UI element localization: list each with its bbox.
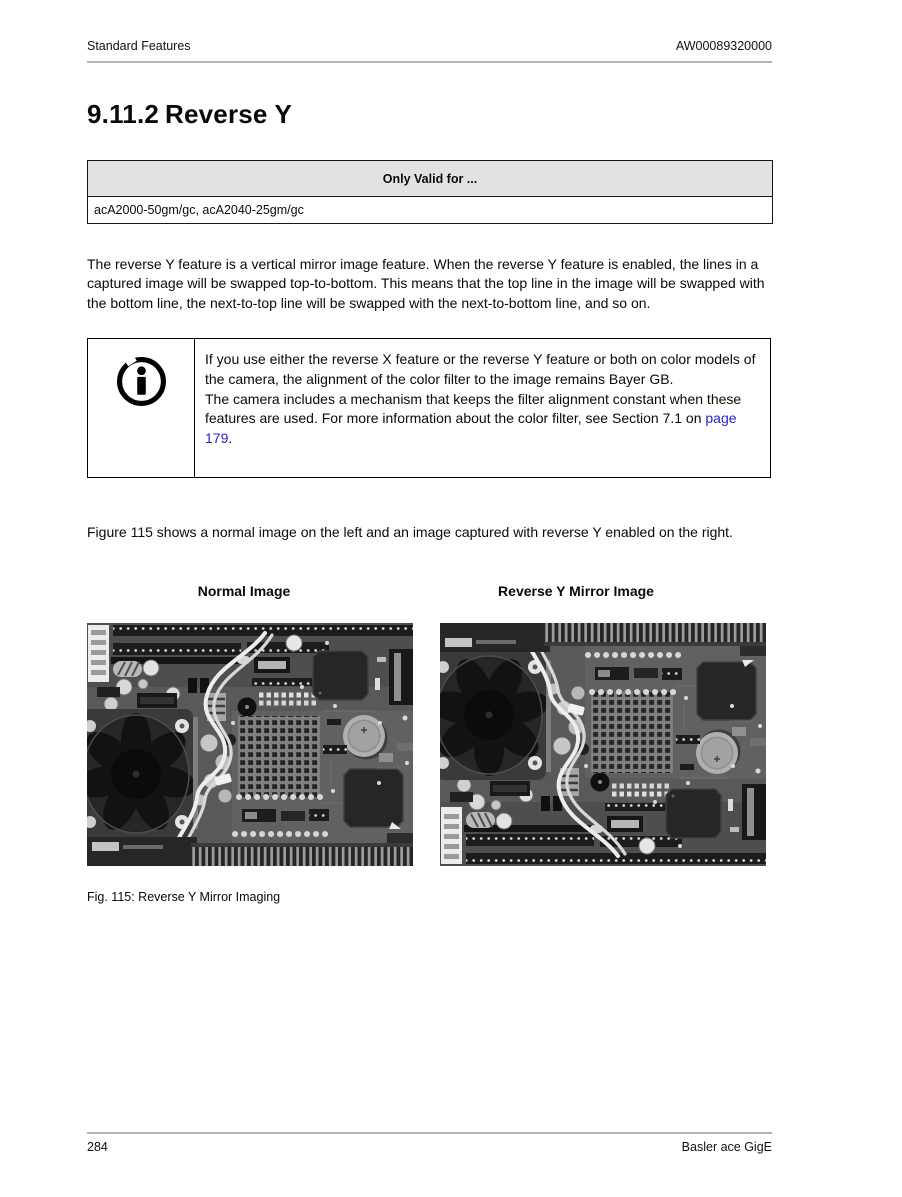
info-note-text [195,339,770,477]
intro-paragraph: The reverse Y feature is a vertical mirror image feature. When the reverse Y feature is enabled, the lines in a captured image will be swapped top-to-bottom. This means that the top line in the image will be swapped with the bottom line, the next-to-top line will be swapped with the next-to-bottom line, and so on. [87,256,765,311]
valid-for-table-header: Only Valid for ... [88,161,772,197]
page-number: 284 [87,1140,108,1154]
page-header-doc-id: AW00089320000 [675,39,772,53]
figure-intro-paragraph: Figure 115 shows a normal image on the left and an image captured with reverse Y enabled on the right. [87,524,733,540]
reverse-y-image-label: Reverse Y Mirror Image [498,583,654,599]
header-divider [87,61,772,63]
reverse-y-mirror-image [440,623,766,866]
note-paragraph-1: If you use either the reverse X feature or the reverse Y feature or both on color models of the camera, the alignment of the color filter to the image remains Bayer GB. [205,351,756,387]
section-heading [87,99,292,130]
normal-image-label: Normal Image [197,583,291,599]
info-note-box [87,338,771,478]
valid-for-table-models: acA2000-50gm/gc, acA2040-25gm/gc [94,203,304,217]
footer-doc-name: Basler ace GigE [681,1140,772,1154]
valid-for-table [87,160,773,224]
section-title: Reverse Y [165,99,293,129]
info-icon [116,356,167,407]
figure-caption: Fig. 115: Reverse Y Mirror Imaging [87,890,281,904]
info-icon-cell [88,339,195,477]
section-number: 9.11.2 [87,99,160,129]
normal-image [87,623,413,866]
page-179-link[interactable]: page 179 [205,410,737,447]
note-paragraph-2: The camera includes a mechanism that keeps the filter alignment constant when these features are used. For more information about the color filter, see Section 7.1 on page 179. [205,390,742,447]
page-header-section: Standard Features [87,39,191,53]
footer-divider [87,1132,772,1134]
